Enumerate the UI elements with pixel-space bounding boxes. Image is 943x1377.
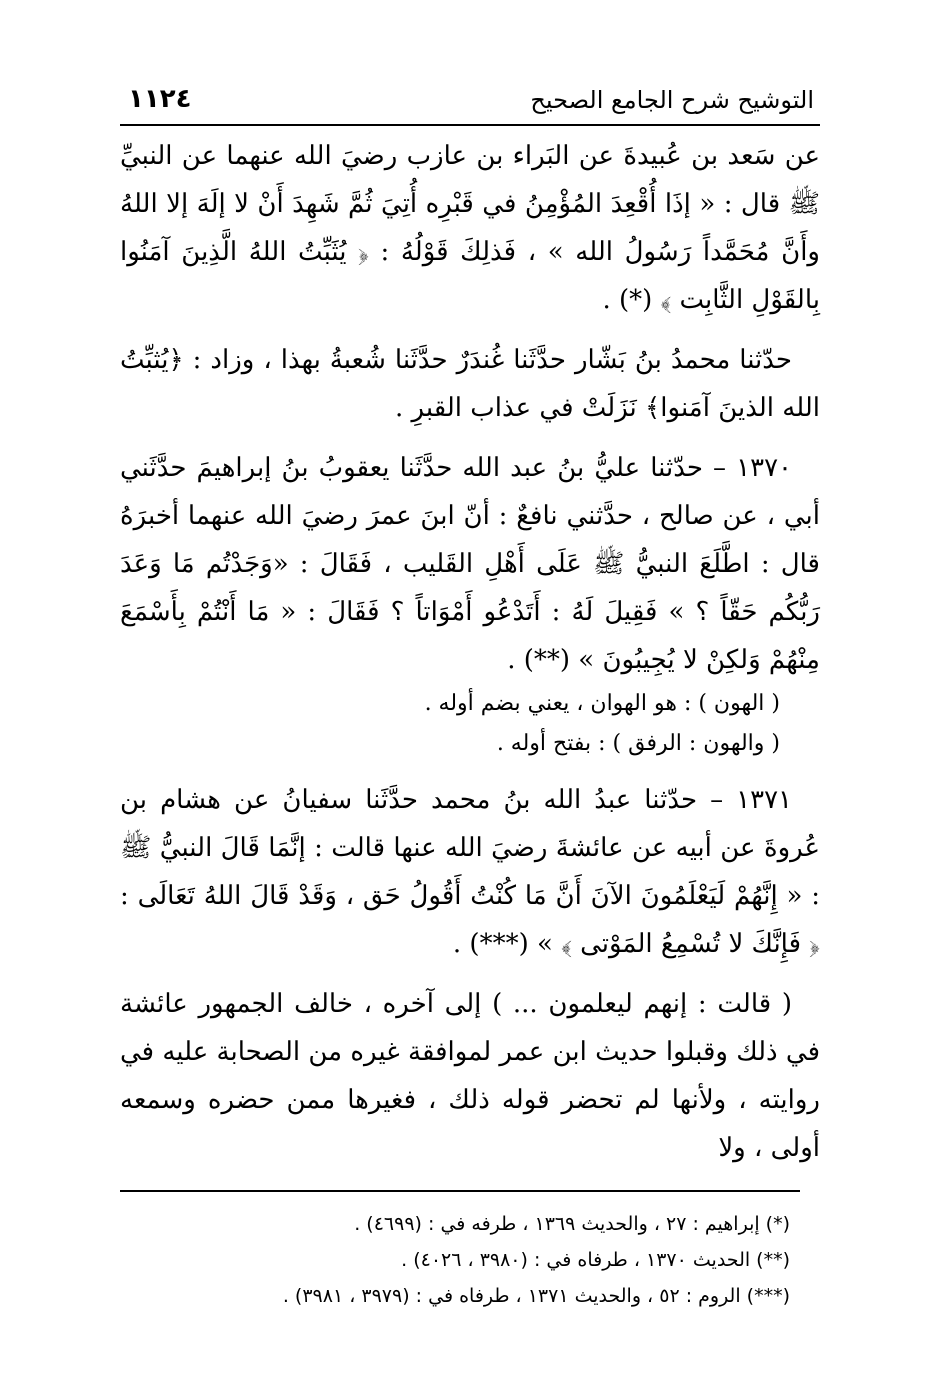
commentary-paragraph: ( قالت : إنهم ليعلمون ... ) إلى آخره ، خالف الجمهور عائشة في ذلك وقبلوا حديث ابن عمر لموافقة غيره من الصحابة عليه في روايته ، ولأنها لم تحضر قوله ذلك ، فغيرها ممن حضره وسمعه أولى ، ولا [120,989,820,1163]
commentary-note-hun: ( الهون ) : هو الهوان ، يعني بضم أوله . [424,691,780,716]
page-header [120,78,820,126]
page-number: ١١٢٤ [128,84,192,114]
book-title: التوشيح شرح الجامع الصحيح [530,86,814,114]
footnote-2: (**) الحديث ١٣٧٠ ، طرفاه في : (٣٩٨٠ ، ٤٠٢٦) . [401,1249,790,1271]
footnotes [120,1190,800,1314]
book-page [120,78,820,1314]
page-body [120,132,820,1172]
hadith-1370-paragraph: ١٣٧٠ – حدّثنا عليُّ بنُ عبد الله حدَّثَنا يعقوبُ بنُ إبراهيمَ حدَّثَني أبي ، عن صالح ، حدَّثني نافعٌ : أنّ ابنَ عمرَ رضيَ الله عنهما أخبرَهُ قال : اطَّلَعَ النبيُّ ﷺ عَلَى أَهْلِ القَليب ، فَقَالَ : «وَجَدْتُم مَا وَعَدَ رَبُّكُم حَقّاً ؟ » فَقِيلَ لَهُ : أَتَدْعُو أَمْوَاتاً ؟ فَقَالَ : « مَا أَنْتُمْ بِأَسْمَعَ مِنْهُمْ وَلكِنْ لا يُجِيبُونَ » (**) . [120,453,820,675]
commentary-note-rifq: ( والهون : الرفق ) : بفتح أوله . [496,731,780,756]
hadith-text-paragraph: عن سَعد بن عُبيدةَ عن البَراء بن عازب رضيَ الله عنهما عن النبيِّ ﷺ قال : « إذَا أُقْعِدَ المُؤْمِنُ في قَبْرِه أُتِيَ ثُمَّ شَهِدَ أَنْ لا إلَهَ إلا اللهُ وأَنَّ مُحَمَّداً رَسُولُ الله » ، فَذلِكَ قَوْلُهُ : ﴿ يُثَبِّتُ اللهُ الَّذِينَ آمَنُوا بِالقَوْلِ الثَّابِت ﴾ (*) . [120,141,820,315]
footnote-3: (***) الروم : ٥٢ ، والحديث ١٣٧١ ، طرفاه في : (٣٩٧٩ ، ٣٩٨١) . [282,1285,790,1307]
hadith-chain-paragraph: حدّثنا محمدُ بنُ بَشّار حدَّثَنا غُندَرٌ حدَّثَنا شُعبةُ بهذا ، وزاد : ﴿يُثبِّتُ الله الذينَ آمَنوا﴾ نَزَلَتْ في عذاب القبرِ . [120,345,820,423]
footnote-1: (*) إبراهيم : ٢٧ ، والحديث ١٣٦٩ ، طرفه في : (٤٦٩٩) . [354,1213,790,1235]
hadith-1371-paragraph: ١٣٧١ – حدّثنا عبدُ الله بنُ محمد حدَّثَنا سفيانُ عن هشام بن عُروةَ عن أبيه عن عائشةَ رضيَ الله عنها قالت : إنَّمَا قَالَ النبيُّ ﷺ : « إِنَّهُمْ لَيَعْلَمُونَ الآنَ أَنَّ مَا كُنْتُ أَقُولُ حَق ، وَقَدْ قَالَ اللهُ تَعَالَى : ﴿ فَإِنَّكَ لا تُسْمِعُ المَوْتى ﴾ » (***) . [120,785,820,959]
